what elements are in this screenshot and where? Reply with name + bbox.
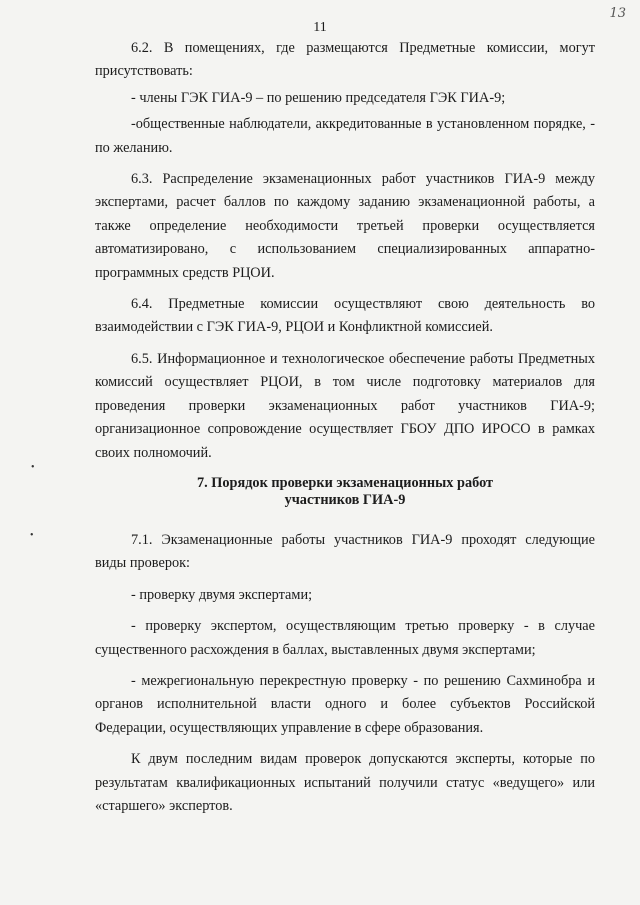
paragraph: К двум последним видам проверок допускаются эксперты, которые по результатам квалификационных испытаний получили статус «ведущего» или «старшего» экспертов.: [95, 751, 595, 814]
handwritten-page-number: 13: [609, 6, 626, 21]
paragraph: 6.2. В помещениях, где размещаются Предметные комиссии, могут присутствовать:: [95, 40, 595, 80]
paragraph: 6.3. Распределение экзаменационных работ участников ГИА-9 между экспертами, расчет баллов по каждому заданию экзаменационной работы, а также определение необходимости третьей проверки осуществляется автоматизировано, с использованием специализированных аппаратно-программных средств РЦОИ.: [95, 171, 595, 281]
list-item: - проверку двумя экспертами;: [131, 586, 313, 603]
section-heading-line: участников ГИА-9: [284, 491, 406, 508]
section-heading: [95, 475, 595, 509]
document-body: [95, 37, 595, 818]
margin-dot-mark: •: [30, 530, 34, 541]
paragraph: 6.5. Информационное и технологическое обеспечение работы Предметных комиссий осуществляет РЦОИ, в том числе подготовку материалов для проведения проверки экзаменационных работ участников ГИА-9; организационное сопровождение осуществляет ГБОУ ДПО ИРОСО в рамках своих полномочий.: [95, 350, 595, 461]
page-number: 11: [313, 20, 327, 35]
list-item: - члены ГЭК ГИА-9 – по решению председателя ГЭК ГИА-9;: [131, 89, 506, 106]
section-heading-line: 7. Порядок проверки экзаменационных работ: [196, 474, 494, 491]
paragraph: 7.1. Экзаменационные работы участников ГИА-9 проходят следующие виды проверок:: [95, 531, 595, 572]
list-item: - проверку экспертом, осуществляющим третью проверку - в случае существенного расхождения в баллах, выставленных двумя экспертами;: [95, 618, 595, 658]
margin-dot-mark: •: [31, 462, 35, 473]
list-item: -общественные наблюдатели, аккредитованные в установленном порядке, - по желанию.: [95, 116, 595, 156]
paragraph: 6.4. Предметные комиссии осуществляют свою деятельность во взаимодействии с ГЭК ГИА-9, РЦОИ и Конфликтной комиссией.: [95, 296, 595, 336]
list-item: - межрегиональную перекрестную проверку - по решению Сахминобра и органов исполнительной власти одного и более субъектов Российской Федерации, осуществляющих управление в сфере образования.: [95, 672, 595, 736]
